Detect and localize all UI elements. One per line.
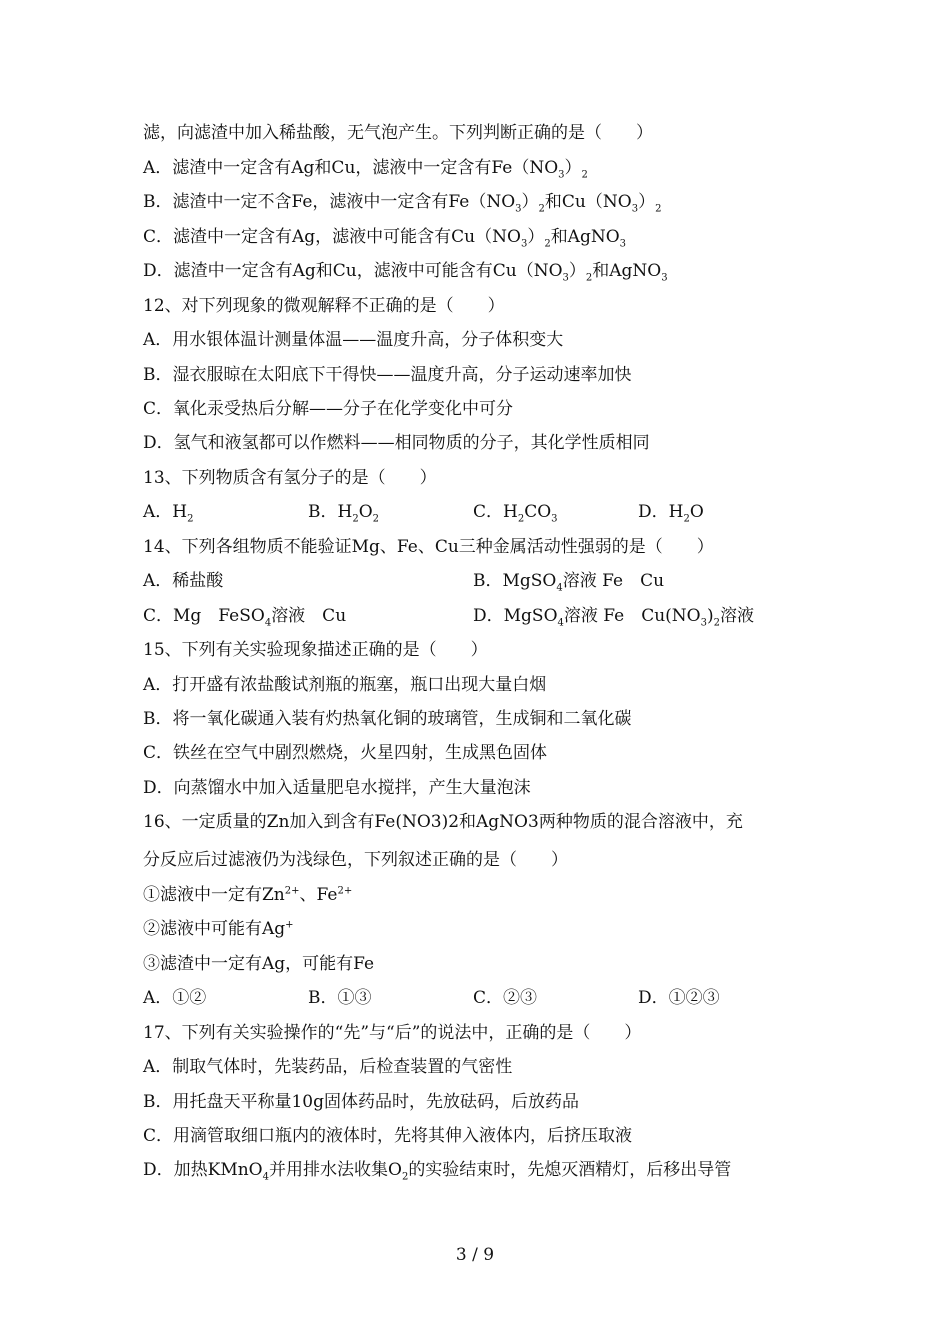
q14-option-a: A．稀盐酸 (143, 571, 224, 591)
q17-option-c: C．用滴管取细口瓶内的液体时，先将其伸入液体内，后挤压取液 (143, 1126, 633, 1146)
q15-option-b: B．将一氧化碳通入装有灼热氧化铜的玻璃管，生成铜和二氧化碳 (143, 709, 632, 729)
q14-option-d: D．MgSO$_4$溶液 Fe $Cu(NO_3)_2$溶液 (473, 606, 755, 629)
q14-options-ab (143, 569, 803, 593)
q17-option-b: B．用托盘天平称量10g固体药品时，先放砝码，后放药品 (143, 1092, 580, 1112)
q13-option-c: C．$H_2CO_3$ (473, 502, 558, 525)
q11-option-c: C．滤渣中一定含有Ag，滤液中可能含有$Cu(NO_3)_2$和AgNO$_3$ (143, 227, 627, 250)
q12-option-d: D．氢气和液氢都可以作燃料——相同物质的分子，其化学性质相同 (143, 433, 650, 453)
q16-statement-3: ③滤渣中一定有Ag，可能有Fe (143, 954, 375, 974)
q15-option-d: D．向蒸馏水中加入适量肥皂水搅拌，产生大量泡沫 (143, 778, 531, 798)
q15-option-c: C．铁丝在空气中剧烈燃烧，火星四射，生成黑色固体 (143, 743, 548, 763)
q15-option-a: A．打开盛有浓盐酸试剂瓶的瓶塞，瓶口出现大量白烟 (143, 675, 547, 695)
q16-option-a: A．①② (143, 988, 207, 1008)
q13-option-a: A．$H_2$ (143, 502, 194, 525)
q11-stem: 滤，向滤渣中加入稀盐酸，无气泡产生。下列判断正确的是（ ） (143, 123, 653, 143)
q15-stem: 15、下列有关实验现象描述正确的是（ ） (143, 640, 488, 660)
q12-option-a: A．用水银体温计测量体温——温度升高，分子体积变大 (143, 330, 564, 350)
q16-statement-1: ①滤液中一定有$Zn^{2+}$、$Fe^{2+}$ (143, 885, 353, 905)
q13-option-d: D．$H_2O$ (638, 502, 704, 525)
q14-options-cd (143, 604, 803, 628)
q16-stem-line1: 16、一定质量的Zn加入到含有Fe(NO3)2和AgNO3两种物质的混合溶液中，充 (143, 812, 743, 832)
q11-option-d: D．滤渣中一定含有Ag和Cu，滤液中可能含有$Cu(NO_3)_2$和AgNO$_3$ (143, 261, 668, 284)
q16-option-c: C．②③ (473, 988, 538, 1008)
q14-stem: 14、下列各组物质不能验证Mg、Fe、Cu三种金属活动性强弱的是（ ） (143, 537, 714, 557)
q13-option-b: B．$H_2O_2$ (308, 502, 380, 525)
q14-option-c: C．Mg FeSO$_4$溶液 Cu (143, 606, 347, 629)
q16-option-b: B．①③ (308, 988, 372, 1008)
q17-stem: 17、下列有关实验操作的“先”与“后”的说法中，正确的是（ ） (143, 1023, 642, 1043)
q17-option-a: A．制取气体时，先装药品，后检查装置的气密性 (143, 1057, 513, 1077)
q16-option-d: D．①②③ (638, 988, 720, 1008)
q12-option-c: C．氧化汞受热后分解——分子在化学变化中可分 (143, 399, 514, 419)
q16-stem-line2: 分反应后过滤液仍为浅绿色，下列叙述正确的是（ ） (143, 850, 568, 870)
q16-options (143, 986, 803, 1010)
q13-stem: 13、下列物质含有氢分子的是（ ） (143, 468, 437, 488)
q11-option-b: B．滤渣中一定不含Fe，滤液中一定含有$Fe(NO_3)_2$和$Cu(NO_3)_2$ (143, 192, 662, 215)
q12-stem: 12、对下列现象的微观解释不正确的是（ ） (143, 296, 505, 316)
q11-option-a: A．滤渣中一定含有Ag和Cu，滤液中一定含有$Fe(NO_3)_2$ (143, 158, 588, 181)
q16-statement-2: ②滤液中可能有Ag+ (143, 919, 294, 939)
q13-options (143, 500, 803, 524)
q14-option-b: B．MgSO$_4$溶液 Fe Cu (473, 571, 665, 594)
q17-option-d: D．加热KMnO$_4$并用排水法收集$O_2$的实验结束时，先熄灭酒精灯，后移出导管 (143, 1160, 732, 1183)
page-number: 3 / 9 (455, 1245, 495, 1265)
q12-option-b: B．湿衣服晾在太阳底下干得快——温度升高，分子运动速率加快 (143, 365, 632, 385)
